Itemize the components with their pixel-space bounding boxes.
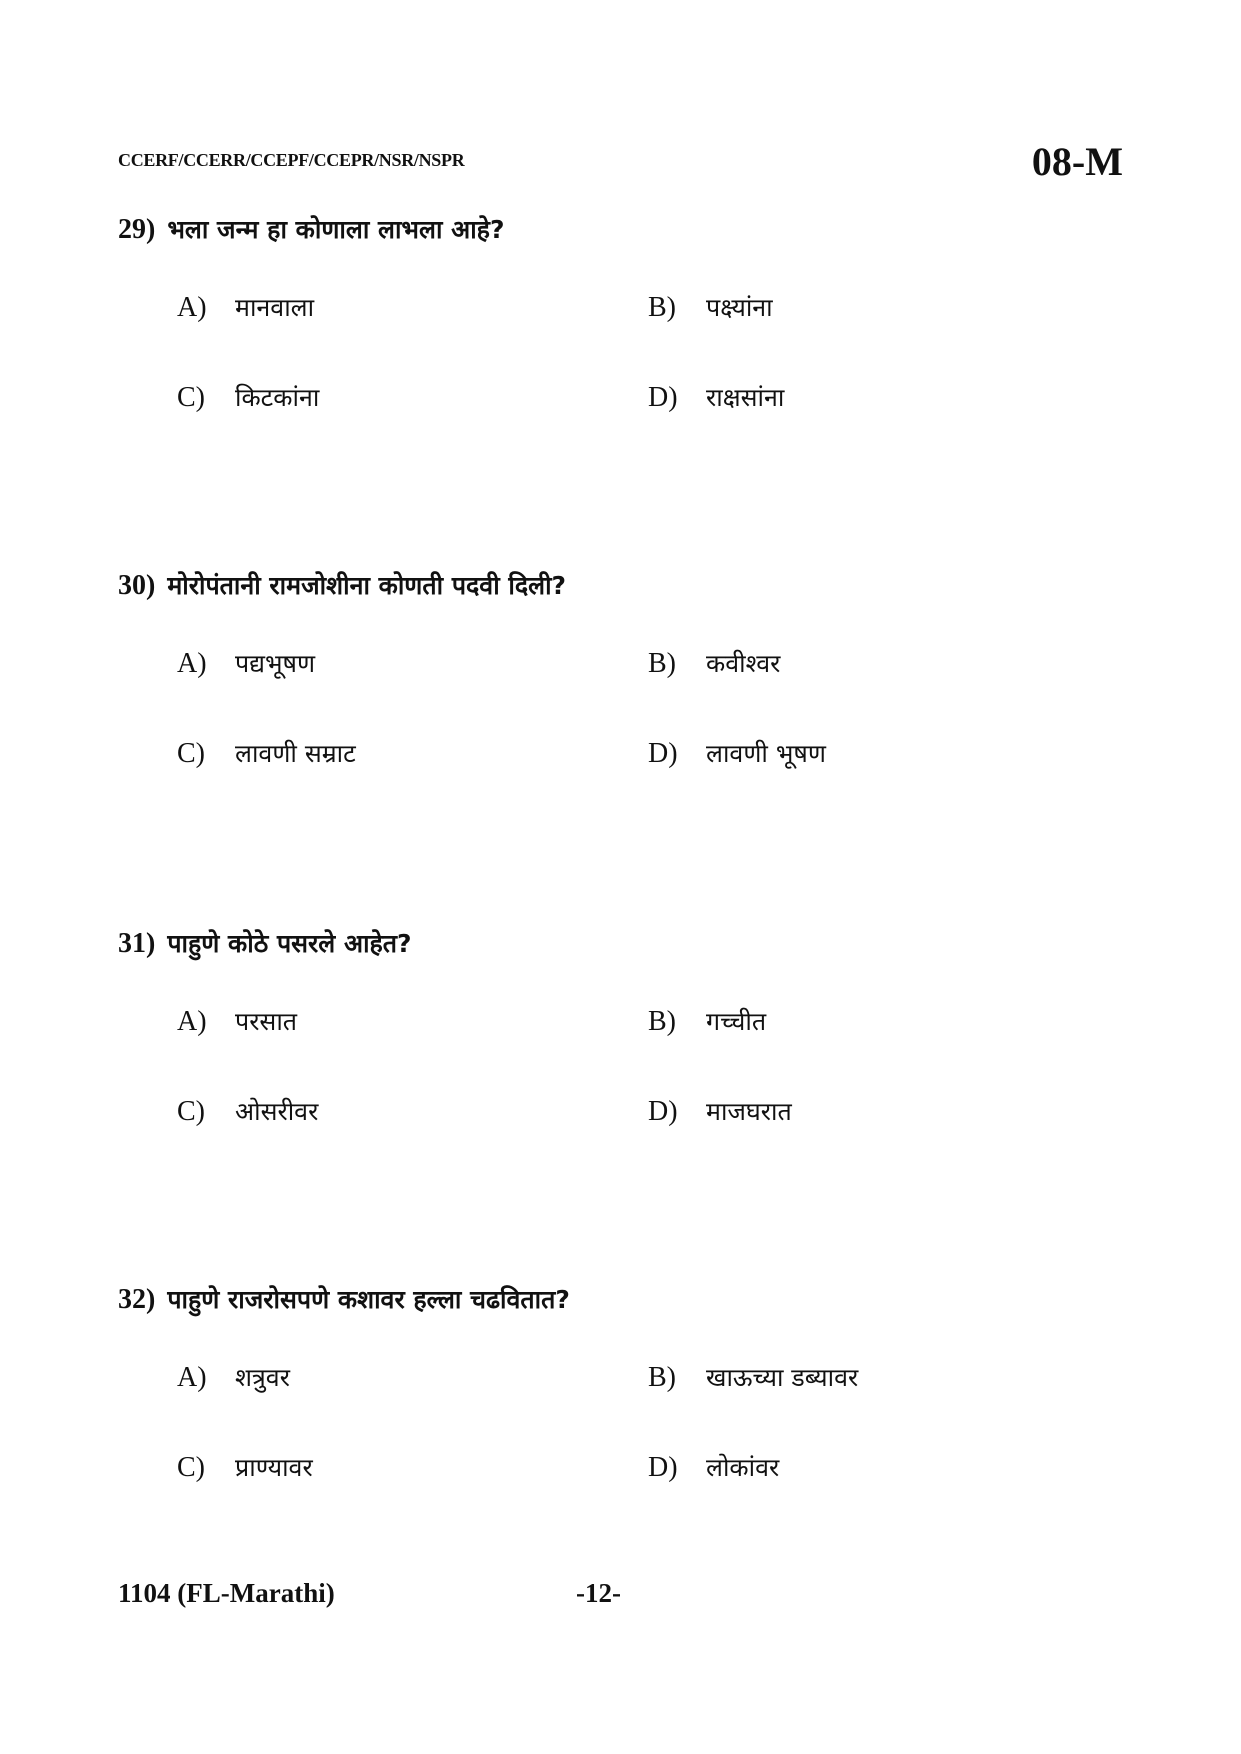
option-d: [648, 736, 826, 770]
question-32: [118, 1282, 1128, 1550]
option-c: [177, 380, 319, 414]
option-a: [177, 290, 314, 324]
option-c: [177, 736, 356, 770]
option-text: राक्षसांना: [706, 383, 785, 412]
option-d: [648, 1094, 792, 1128]
option-d: [648, 1450, 779, 1484]
options-group: [118, 646, 1128, 836]
option-c: [177, 1094, 318, 1128]
option-letter: C): [177, 1096, 205, 1127]
exam-code-header: CCERF/CCERR/CCEPF/CCEPR/NSR/NSPR: [118, 150, 465, 170]
option-letter: B): [648, 1362, 676, 1393]
option-letter: A): [177, 1006, 207, 1037]
option-text: प्राण्यावर: [235, 1453, 313, 1482]
option-c: [177, 1450, 313, 1484]
option-letter: B): [648, 292, 676, 323]
option-text: पक्ष्यांना: [706, 293, 773, 322]
option-b: [648, 1004, 766, 1038]
option-letter: A): [177, 292, 207, 323]
option-letter: A): [177, 1362, 207, 1393]
option-letter: C): [177, 738, 205, 769]
option-text: लावणी सम्राट: [235, 739, 356, 768]
question-text: पाहुणे राजरोसपणे कशावर हल्ला चढवितात?: [167, 1285, 570, 1314]
option-text: गच्चीत: [706, 1007, 767, 1036]
question-30: [118, 568, 1128, 836]
option-letter: C): [177, 382, 205, 413]
option-a: [177, 1360, 290, 1394]
page-number: -12-: [576, 1578, 621, 1608]
option-text: खाऊच्या डब्यावर: [706, 1363, 859, 1392]
option-b: [648, 1360, 858, 1394]
option-letter: D): [648, 738, 678, 769]
footer-paper-code: 1104 (FL-Marathi): [118, 1578, 335, 1608]
option-text: परसात: [235, 1007, 298, 1036]
option-letter: B): [648, 1006, 676, 1037]
question-stem: [118, 926, 1128, 960]
option-letter: D): [648, 1096, 678, 1127]
option-letter: C): [177, 1452, 205, 1483]
option-letter: A): [177, 648, 207, 679]
option-d: [648, 380, 784, 414]
question-text: मोरोपंतानी रामजोशीना कोणती पदवी दिली?: [167, 571, 567, 600]
option-letter: D): [648, 1452, 678, 1483]
option-text: किटकांना: [235, 383, 320, 412]
question-text: भला जन्म हा कोणाला लाभला आहे?: [167, 215, 505, 244]
option-text: कवीश्वर: [706, 649, 781, 678]
question-set-code: 08-M: [1031, 139, 1123, 184]
question-number: 32): [118, 1284, 156, 1315]
option-text: ओसरीवर: [235, 1097, 319, 1126]
option-b: [648, 290, 773, 324]
question-stem: [118, 1282, 1128, 1316]
question-number: 29): [118, 214, 156, 245]
option-letter: B): [648, 648, 676, 679]
option-text: शत्रुवर: [235, 1363, 290, 1392]
option-text: माजघरात: [706, 1097, 792, 1126]
question-number: 30): [118, 570, 156, 601]
options-group: [118, 1360, 1128, 1550]
question-stem: [118, 212, 1128, 246]
question-text: पाहुणे कोठे पसरले आहेत?: [167, 929, 412, 958]
question-stem: [118, 568, 1128, 602]
option-letter: D): [648, 382, 678, 413]
option-text: मानवाला: [235, 293, 315, 322]
option-text: पद्यभूषण: [235, 649, 316, 678]
question-31: [118, 926, 1128, 1194]
question-number: 31): [118, 928, 156, 959]
option-text: लोकांवर: [706, 1453, 780, 1482]
option-a: [177, 646, 315, 680]
options-group: [118, 1004, 1128, 1194]
question-29: [118, 212, 1128, 480]
option-a: [177, 1004, 297, 1038]
options-group: [118, 290, 1128, 480]
option-b: [648, 646, 780, 680]
option-text: लावणी भूषण: [706, 739, 826, 768]
